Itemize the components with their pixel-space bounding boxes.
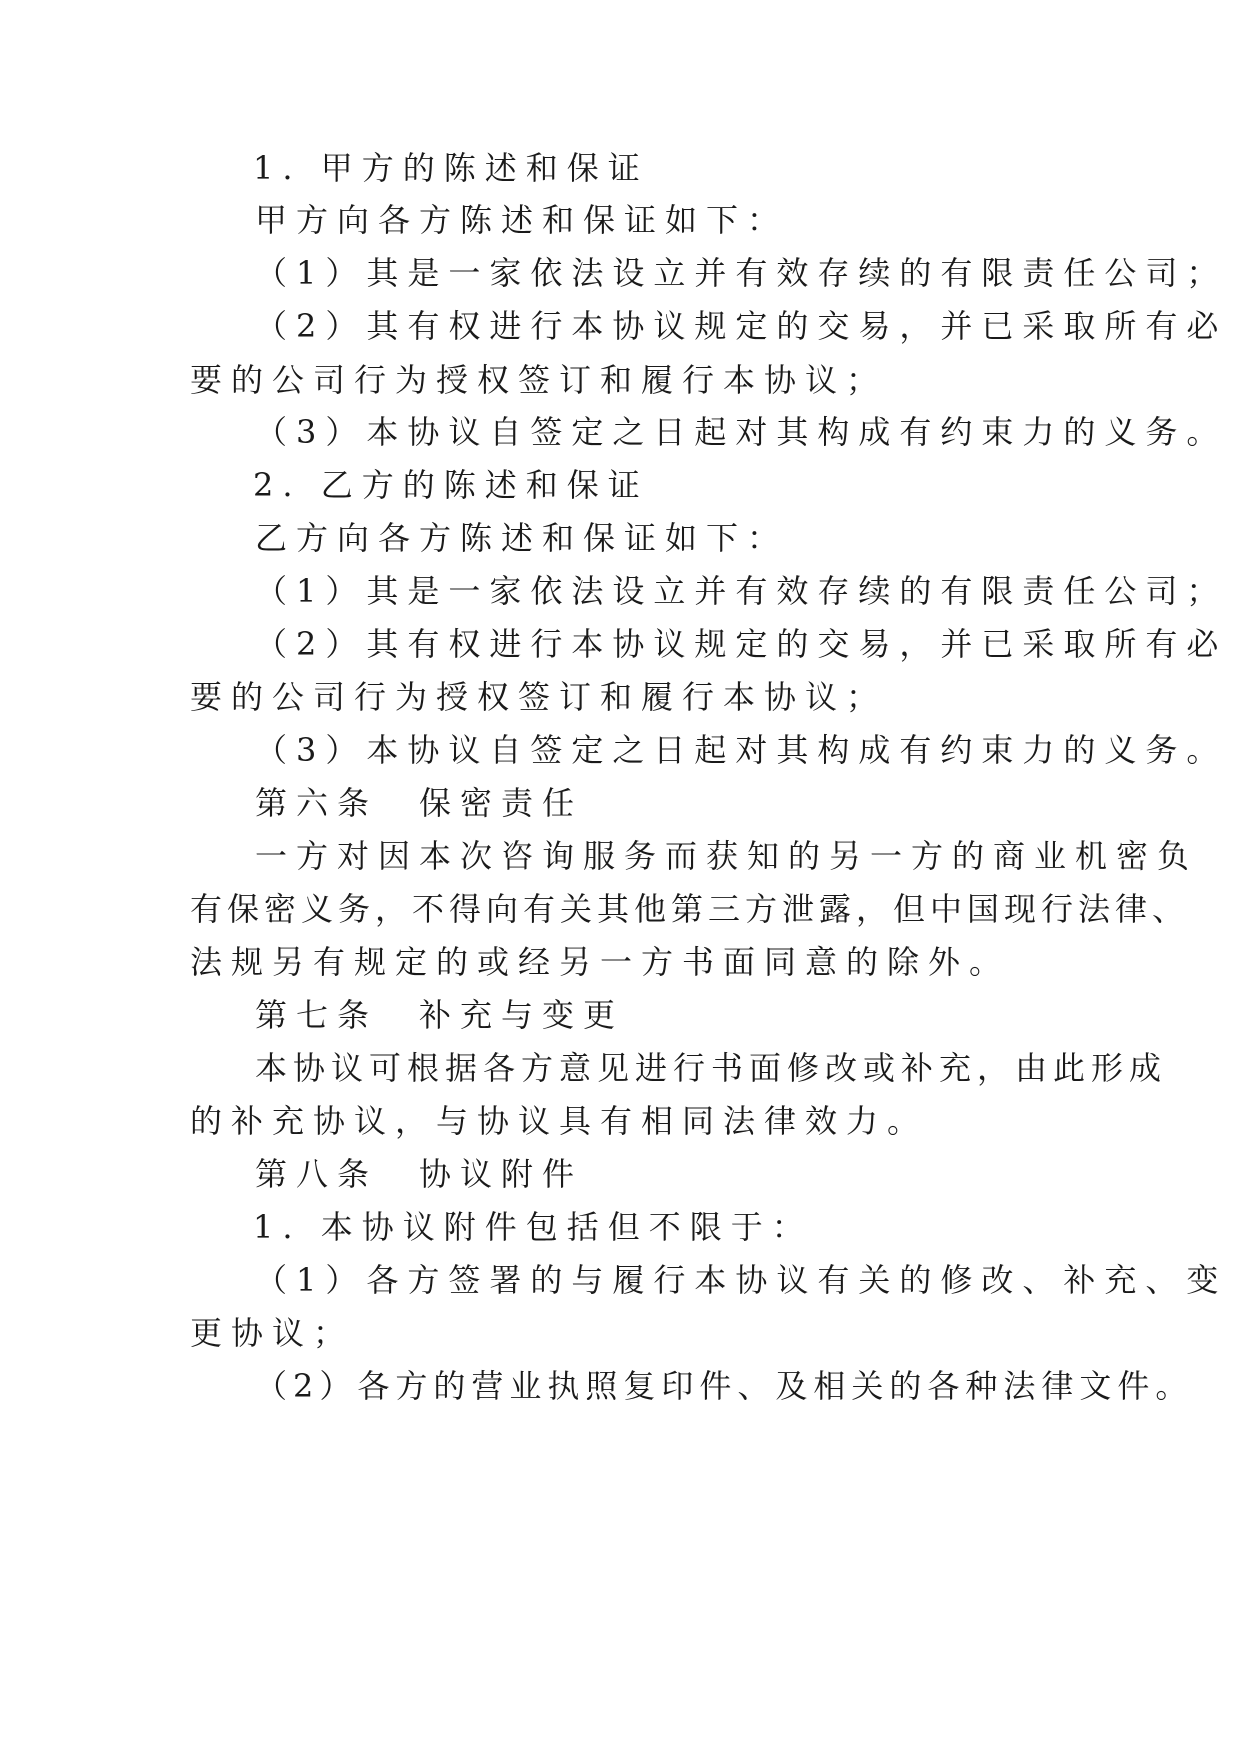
list-item: （2）其有权进行本协议规定的交易，并已采取所有必	[255, 625, 1228, 663]
list-item: （3）本协议自签定之日起对其构成有约束力的义务。	[255, 413, 1228, 451]
list-item: （1）各方签署的与履行本协议有关的修改、补充、变	[255, 1261, 1228, 1299]
paragraph-text: 的补充协议，与协议具有相同法律效力。	[190, 1102, 929, 1140]
paragraph-text: 乙方向各方陈述和保证如下：	[255, 519, 789, 557]
section-heading-party-a-representations: 1. 甲方的陈述和保证	[253, 149, 649, 187]
paragraph-text: 一方对因本次咨询服务而获知的另一方的商业机密负	[255, 837, 1199, 875]
list-item-continuation: 更协议；	[190, 1314, 355, 1352]
article-heading-amendment: 第七条 补充与变更	[255, 996, 625, 1034]
paragraph-text: 法规另有规定的或经另一方书面同意的除外。	[190, 943, 1011, 981]
section-heading-party-b-representations: 2. 乙方的陈述和保证	[253, 466, 649, 504]
list-item: （3）本协议自签定之日起对其构成有约束力的义务。	[255, 731, 1228, 769]
list-item: （1）其是一家依法设立并有效存续的有限责任公司；	[255, 572, 1228, 610]
list-item: （2）各方的营业执照复印件、及相关的各种法律文件。	[255, 1367, 1194, 1405]
paragraph-text: 甲方向各方陈述和保证如下：	[255, 201, 789, 239]
paragraph-text: 本协议可根据各方意见进行书面修改或补充，由此形成	[255, 1049, 1168, 1087]
paragraph-text: 有保密义务，不得向有关其他第三方泄露，但中国现行法律、	[190, 890, 1190, 928]
article-heading-annexes: 第八条 协议附件	[255, 1155, 584, 1193]
paragraph-text: 1. 本协议附件包括但不限于：	[253, 1208, 813, 1246]
list-item-continuation: 要的公司行为授权签订和履行本协议；	[190, 361, 888, 399]
list-item-continuation: 要的公司行为授权签订和履行本协议；	[190, 678, 888, 716]
article-heading-confidentiality: 第六条 保密责任	[255, 784, 584, 822]
list-item: （1）其是一家依法设立并有效存续的有限责任公司；	[255, 254, 1228, 292]
list-item: （2）其有权进行本协议规定的交易，并已采取所有必	[255, 307, 1228, 345]
